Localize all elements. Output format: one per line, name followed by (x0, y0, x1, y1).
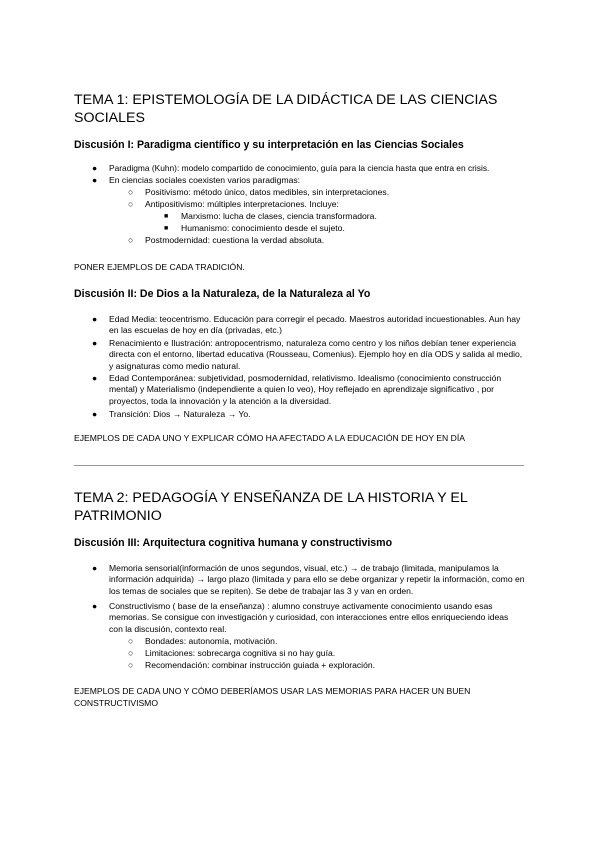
circle-bullet-icon: ○ (128, 648, 134, 658)
note-text: EJEMPLOS DE CADA UNO Y EXPLICAR CÓMO HA AFECTADO A LA EDUCACIÓN DE HOY EN DÍA (74, 433, 465, 443)
list-item: Humanismo: conocimiento desde el sujeto. (181, 223, 345, 233)
bullet-icon: ● (92, 563, 98, 573)
list-item: Transición: Dios → Naturaleza → Yo. (109, 409, 251, 419)
section-divider (74, 465, 524, 466)
bullet-icon: ● (92, 409, 98, 419)
square-bullet-icon: ■ (164, 225, 169, 232)
list-item: Positivismo: método único, datos medibles, sin interpretaciones. (145, 187, 390, 197)
circle-bullet-icon: ○ (128, 187, 134, 197)
circle-bullet-icon: ○ (128, 235, 134, 245)
list-item: Memoria sensorial(información de unos segundos, visual, etc.) → de trabajo (limitada, manipulamos la información adquirida) → largo plazo (limitada y para ello se debe organizar y repetir la información, como en los temas de sociales que se repiten). Se debe de trabajar las 3 y van en orden. (109, 563, 525, 596)
list-item: Marxismo: lucha de clases, ciencia transformadora. (181, 211, 377, 221)
bullet-icon: ● (92, 314, 98, 324)
list-item: Limitaciones: sobrecarga cognitiva si no hay guía. (145, 648, 336, 658)
circle-bullet-icon: ○ (128, 636, 134, 646)
list-item: Paradigma (Kuhn): modelo compartido de conocimiento, guía para la ciencia hasta que entra en crisis. (109, 163, 490, 173)
list-item: En ciencias sociales coexisten varios paradigmas: (109, 175, 301, 185)
note-text: PONER EJEMPLOS DE CADA TRADICIÓN. (74, 262, 245, 272)
list-item: Edad Contemporánea: subjetividad, posmodernidad, relativismo. Idealismo (conocimiento construcción mental) y Materialismo (independiente a quien lo veo), Hoy reflejado en aprendizaje significativo , por proyectos, toda la innovación y la atención a la diversidad. (109, 373, 502, 406)
list-item: Recomendación: combinar instrucción guiada + exploración. (145, 660, 376, 670)
circle-bullet-icon: ○ (128, 660, 134, 670)
note-text: EJEMPLOS DE CADA UNO Y CÓMO DEBERÍAMOS USAR LAS MEMORIAS PARA HACER UN BUEN CONSTRUCTIVISMO (74, 686, 471, 708)
discusion1-title: Discusión I: Paradigma científico y su interpretación en las Ciencias Sociales (74, 139, 464, 151)
tema2-title: TEMA 2: PEDAGOGÍA Y ENSEÑANZA DE LA HISTORIA Y EL PATRIMONIO (74, 490, 468, 524)
list-item: Edad Media: teocentrismo. Educación para corregir el pecado. Maestros autoridad incuestionables. Aun hay en las escuelas de hoy en día (privadas, etc.) (109, 314, 521, 336)
list-item: Antipositivismo: múltiples interpretaciones. Incluye: (145, 199, 339, 209)
bullet-icon: ● (92, 175, 98, 185)
list-item: Postmodernidad: cuestiona la verdad absoluta. (145, 235, 325, 245)
square-bullet-icon: ■ (164, 213, 169, 220)
list-item: Constructivismo ( base de la enseñanza) : alumno construye activamente conocimiento usando esas memorias. Se consigue con investigación y curiosidad, con interacciones entre ellos enriqueciendo ideas con la discusión, contexto real. (109, 601, 509, 634)
bullet-icon: ● (92, 163, 98, 173)
list-item: Renacimiento e Ilustración: antropocentrismo, naturaleza como centro y los niños debían tener experiencia directa con el entorno, libertad educativa (Rousseau, Comenius). Ejemplo hoy en día ODS y salida al medio, y asignaturas como medio natural. (109, 338, 523, 371)
discusion3-title: Discusión III: Arquitectura cognitiva humana y constructivismo (74, 537, 393, 549)
tema1-title: TEMA 1: EPISTEMOLOGÍA DE LA DIDÁCTICA DE LAS CIENCIAS SOCIALES (74, 92, 498, 126)
bullet-icon: ● (92, 373, 98, 383)
bullet-icon: ● (92, 601, 98, 611)
discusion2-title: Discusión II: De Dios a la Naturaleza, de la Naturaleza al Yo (74, 288, 371, 300)
bullet-icon: ● (92, 338, 98, 348)
circle-bullet-icon: ○ (128, 199, 134, 209)
list-item: Bondades: autonomía, motivación. (145, 636, 278, 646)
